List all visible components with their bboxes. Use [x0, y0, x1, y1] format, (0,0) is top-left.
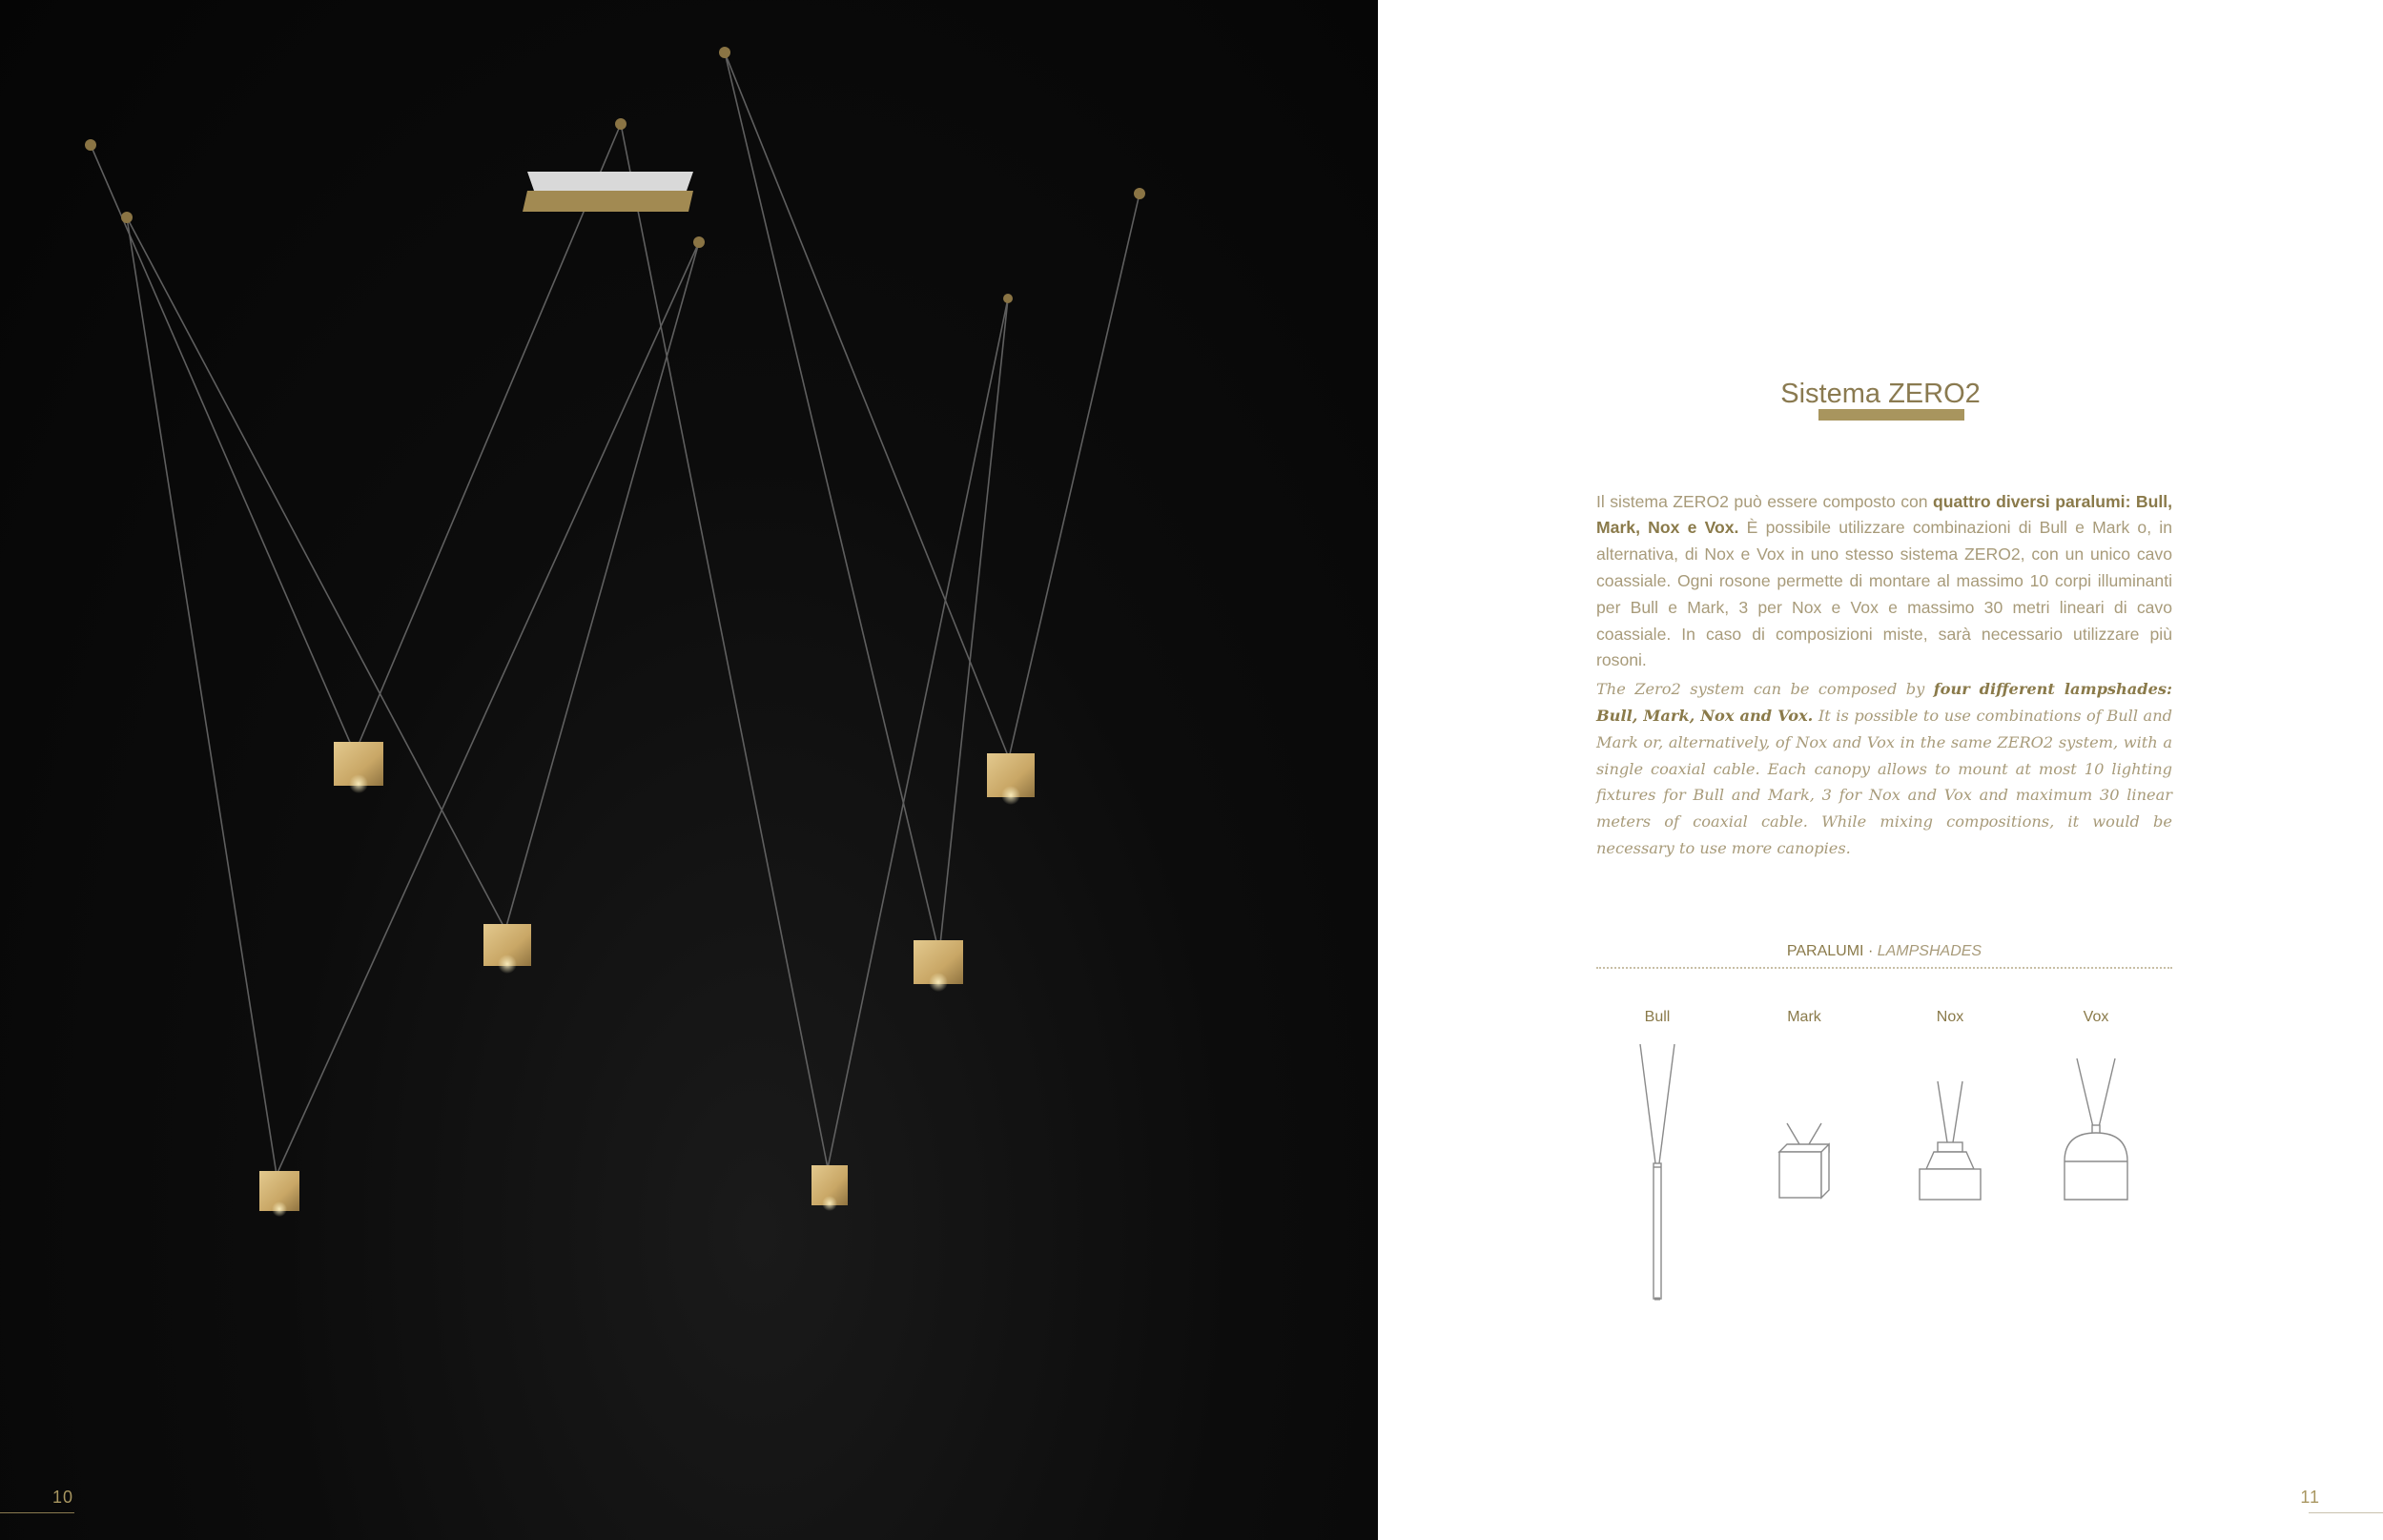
mark-lamp-icon: [1776, 1039, 1833, 1211]
bull-lamp-icon: [1629, 1039, 1686, 1316]
lamp-label-mark: Mark: [1787, 1009, 1821, 1025]
nox-lamp-icon: [1917, 1039, 1983, 1211]
paragraph-it-text-1: Il sistema ZERO2 può essere composto con: [1596, 491, 1934, 511]
lampshades-heading-en: LAMPSHADES: [1877, 943, 1982, 959]
title-underline: [1818, 409, 1964, 421]
lampshades-heading-separator: ·: [1863, 943, 1878, 959]
left-page-rule: [0, 1512, 74, 1513]
paragraph-en-text-1: The Zero2 system can be composed by: [1596, 680, 1934, 699]
vox-lamp-icon: [2062, 1039, 2130, 1211]
right-page-number: 11: [2300, 1488, 2320, 1507]
paragraph-it-bold: quattro diversi paralumi: Bull, Mark, Nox e Vox.: [1596, 491, 2172, 538]
paragraph-it-text-2: È possibile utilizzare combinazioni di Bull e Mark o, in alternativa, di Nox e Vox in uno stesso sistema ZERO2, con un unico cavo coassiale. Ogni rosone permette di montare al massimo 10 corpi illuminanti per Bull e Mark, 3 per Nox e Vox e massimo 30 metri lineari di cavo coassiale. In caso di composizioni miste, sarà necessario utilizzare più rosoni.: [1596, 518, 2172, 670]
lampshades-heading-it: PARALUMI: [1786, 943, 1864, 959]
right-page-rule: [2309, 1512, 2383, 1513]
canopy-shape: [523, 172, 693, 212]
lamp-label-nox: Nox: [1936, 1009, 1964, 1025]
page-title: Sistema ZERO2: [1780, 379, 1981, 410]
paragraph-en-bold: four different lampshades: Bull, Mark, Nox and Vox.: [1596, 680, 2172, 725]
paragraph-en-text-2: It is possible to use combinations of Bull and Mark or, alternatively, of Nox and Vox in the same ZERO2 system, with a single coaxial cable. Each canopy allows to mount at most 10 lighting fixtures for Bull and Mark, 3 for Nox and Vox and maximum 30 linear meters of coaxial cable. While mixing compositions, it would be necessary to use more canopies.: [1596, 706, 2172, 857]
lamp-label-vox: Vox: [2083, 1009, 2109, 1025]
left-page-number: 10: [52, 1488, 74, 1507]
lampshades-heading: [1596, 943, 2172, 960]
lamp-label-bull: Bull: [1644, 1009, 1671, 1025]
paragraph-italian: [1596, 489, 2172, 675]
paragraph-english: [1596, 676, 2172, 862]
lampshades-divider: [1596, 967, 2172, 969]
